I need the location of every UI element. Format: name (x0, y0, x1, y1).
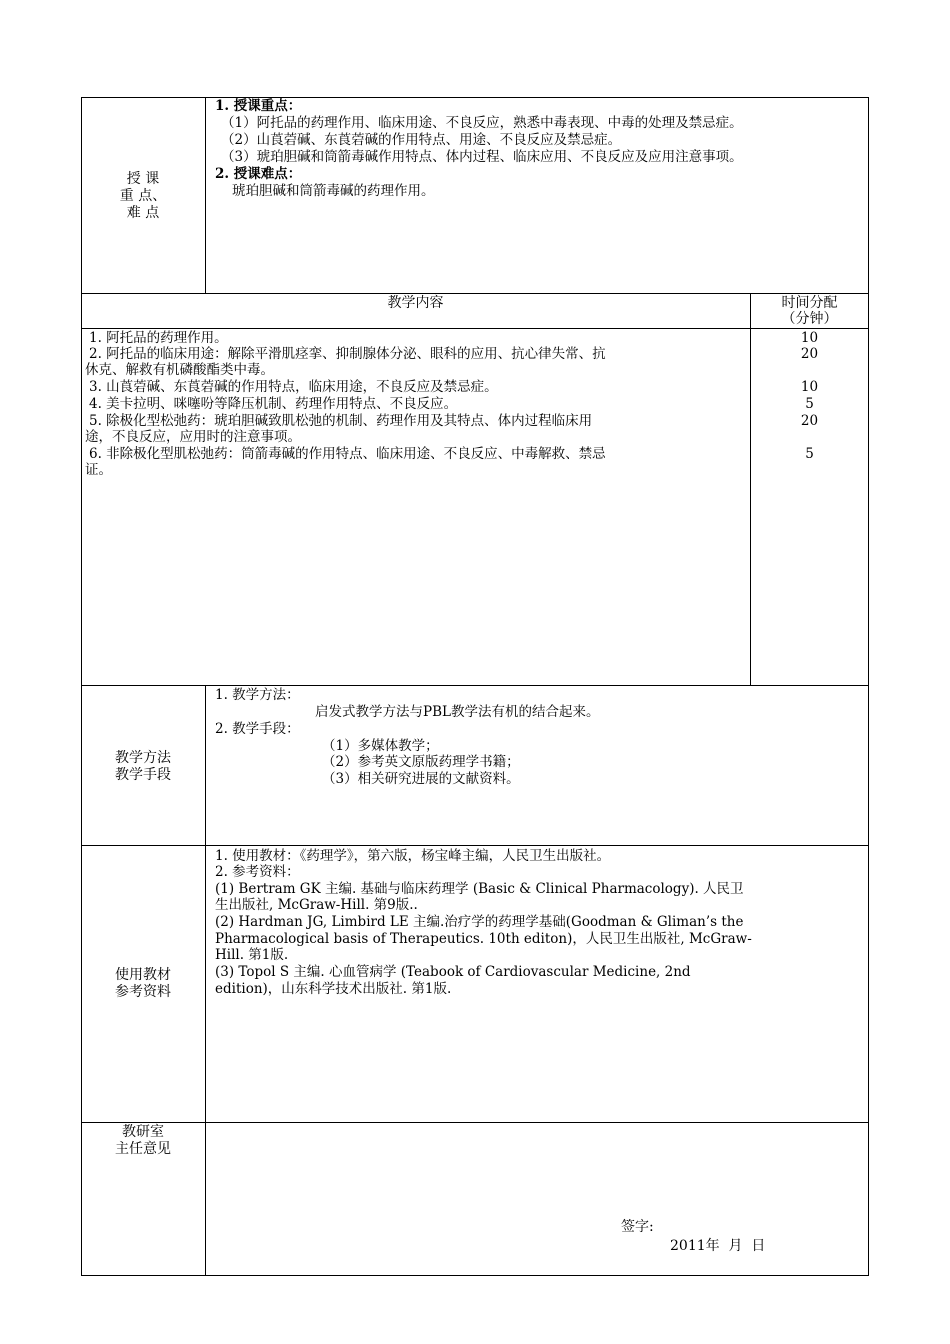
materials-label-line: 参考资料 (115, 984, 171, 1000)
focus-label-line: 重 点、 (119, 188, 167, 204)
content-line: 证。 (85, 462, 112, 478)
time-value: 20 (800, 413, 819, 429)
materials-line: (2) Hardman JG, Limbird LE 主编.治疗学的药理学基础(Goodman & Gliman’s the (215, 914, 744, 930)
materials-line: 生出版社, McGraw-Hill. 第9版.. (215, 897, 418, 913)
label-column-divider (205, 685, 206, 1276)
materials-line: 1. 使用教材：《药理学》，第六版，杨宝峰主编，人民卫生出版社。 (215, 848, 611, 864)
key-point-item: （2）山莨菪碱、东莨菪碱的作用特点、用途、不良反应及禁忌症。 (221, 132, 622, 148)
content-line: 途，不良反应，应用时的注意事项。 (85, 429, 301, 445)
label-column-divider (205, 97, 206, 293)
content-line: 3. 山莨菪碱、东莨菪碱的作用特点，临床用途，不良反应及禁忌症。 (89, 379, 498, 395)
content-line: 2. 阿托品的临床用途：解除平滑肌痉挛、抑制腺体分泌、眼科的应用、抗心律失常、抗 (89, 346, 606, 362)
content-line: 4. 美卡拉明、咪噻吩等降压机制、药理作用特点、不良反应。 (89, 396, 458, 412)
materials-line: (1) Bertram GK 主编. 基础与临床药理学 (Basic & Clinical Pharmacology). 人民卫 (215, 881, 744, 897)
method-means-item: （2）参考英文原版药理学书籍； (322, 754, 520, 770)
difficulty-title: 2. 授课难点： (215, 166, 302, 182)
opinion-label-line: 主任意见 (115, 1141, 171, 1157)
materials-line: Pharmacological basis of Therapeutics. 10th editon)，人民卫生出版社, McGraw- (215, 931, 752, 947)
time-value: 5 (805, 446, 814, 462)
time-value: 20 (800, 346, 819, 362)
method-text: 启发式教学方法与PBL教学法有机的结合起来。 (315, 704, 600, 720)
materials-line: (3) Topol S 主编. 心血管病学 (Teabook of Cardiovascular Medicine, 2nd (215, 964, 691, 980)
time-value: 10 (800, 330, 819, 346)
content-line: 6. 非除极化型肌松弛药：筒箭毒碱的作用特点、临床用途、不良反应、中毒解救、禁忌 (89, 446, 606, 462)
date-line: 2011年 月 日 (670, 1238, 766, 1254)
method-means-item: （3）相关研究进展的文献资料。 (322, 771, 520, 787)
focus-label-line: 难 点 (126, 205, 160, 221)
materials-line: 2. 参考资料： (215, 864, 300, 880)
key-points-title: 1. 授课重点： (215, 98, 302, 114)
content-header: 教学内容 (387, 295, 444, 311)
materials-label-line: 使用教材 (115, 967, 171, 983)
row-divider (81, 1122, 869, 1123)
row-divider (81, 845, 869, 846)
time-header-line1: 时间分配 (781, 295, 838, 311)
signature-label: 签字: (621, 1219, 654, 1235)
time-header-line2: （分钟） (781, 311, 838, 327)
method-means-item: （1）多媒体教学； (322, 738, 439, 754)
content-line: 5. 除极化型松弛药：琥珀胆碱致肌松弛的机制、药理作用及其特点、体内过程临床用 (89, 413, 593, 429)
content-line: 休克、解救有机磷酸酯类中毒。 (85, 362, 274, 378)
methods-label-line: 教学方法 (115, 750, 171, 766)
materials-line: edition)，山东科学技术出版社. 第1版. (215, 981, 452, 997)
opinion-label-line: 教研室 (122, 1124, 164, 1140)
difficulty-text: 琥珀胆碱和筒箭毒碱的药理作用。 (232, 183, 435, 199)
key-point-item: （3）琥珀胆碱和筒箭毒碱作用特点、体内过程、临床应用、不良反应及应用注意事项。 (221, 149, 743, 165)
materials-line: Hill. 第1版. (215, 947, 289, 963)
time-value: 5 (805, 396, 814, 412)
table-frame (81, 97, 869, 1276)
key-point-item: （1）阿托品的药理作用、临床用途、不良反应，熟悉中毒表现、中毒的处理及禁忌症。 (221, 115, 743, 131)
time-value: 10 (800, 379, 819, 395)
content-line: 1. 阿托品的药理作用。 (89, 330, 228, 346)
focus-label-line: 授 课 (126, 171, 160, 187)
method-title: 1. 教学方法： (215, 687, 300, 703)
method-means-title: 2. 教学手段： (215, 721, 300, 737)
methods-label-line: 教学手段 (115, 767, 171, 783)
row-divider (81, 685, 869, 686)
